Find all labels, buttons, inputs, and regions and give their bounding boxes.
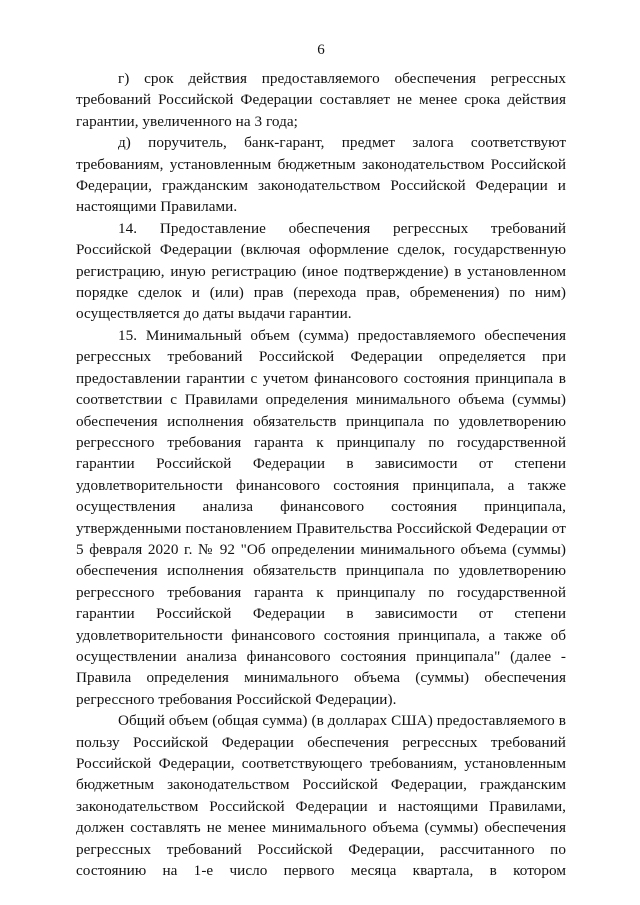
paragraph-g-term: г) срок действия предоставляемого обеспечения регрессных требований Российской Федерации составляет не менее срока действия гарантии, увеличенного на 3 года; [76,70,566,130]
paragraph-d-guarantor: д) поручитель, банк-гарант, предмет залога соответствуют требованиям, установленным бюджетным законодательством Российской Федерации, гражданским законодательством Российской Федерации и настоящими Правилами. [76,134,566,216]
paragraph-14: 14. Предоставление обеспечения регрессных требований Российской Федерации (включая оформление сделок, государственную регистрацию, иную регистрацию (иное подтверждение) в установленном порядке сделок и (или) прав (перехода прав, обременения) по ним) осуществляется до даты выдачи гарантии. [76,219,566,323]
paragraph-total-volume: Общий объем (общая сумма) (в долларах США) предоставляемого в пользу Российской Федерации обеспечения регрессных требований Российской Федерации, соответствующего требованиям, установленным бюджетным законодательством Российской Федерации, гражданским законодательством Российской Федерации и настоящими Правилами, должен составлять не менее минимального объема (суммы) обеспечения регрессных требований Российской Федерации, рассчитанного по состоянию на 1-е число первого месяца квартала, в котором [76,712,566,880]
paragraph-15: 15. Минимальный объем (сумма) предоставляемого обеспечения регрессных требований Российской Федерации определяется при предоставлении гарантии с учетом финансового состояния принципала в соответствии с Правилами определения минимального объема (суммы) обеспечения исполнения обязательств принципала по удовлетворению регрессного требования гаранта к принципалу по государственной гарантии Российской Федерации в зависимости от степени удовлетворительности финансового состояния принципала, а также осуществления анализа финансового состояния принципала, утвержденными постановлением Правительства Российской Федерации от 5 февраля 2020 г. № 92 "Об определении минимального объема (суммы) обеспечения исполнения обязательств принципала по удовлетворению регрессного требования гаранта к принципалу по государственной гарантии Российской Федерации в зависимости от степени удовлетворительности финансового состояния принципала, а также об осуществлении анализа финансового состояния принципала" (далее - Правила определения минимального объема (суммы) обеспечения регрессного требования Российской Федерации). [76,326,566,708]
page-number: 6 [317,42,325,58]
